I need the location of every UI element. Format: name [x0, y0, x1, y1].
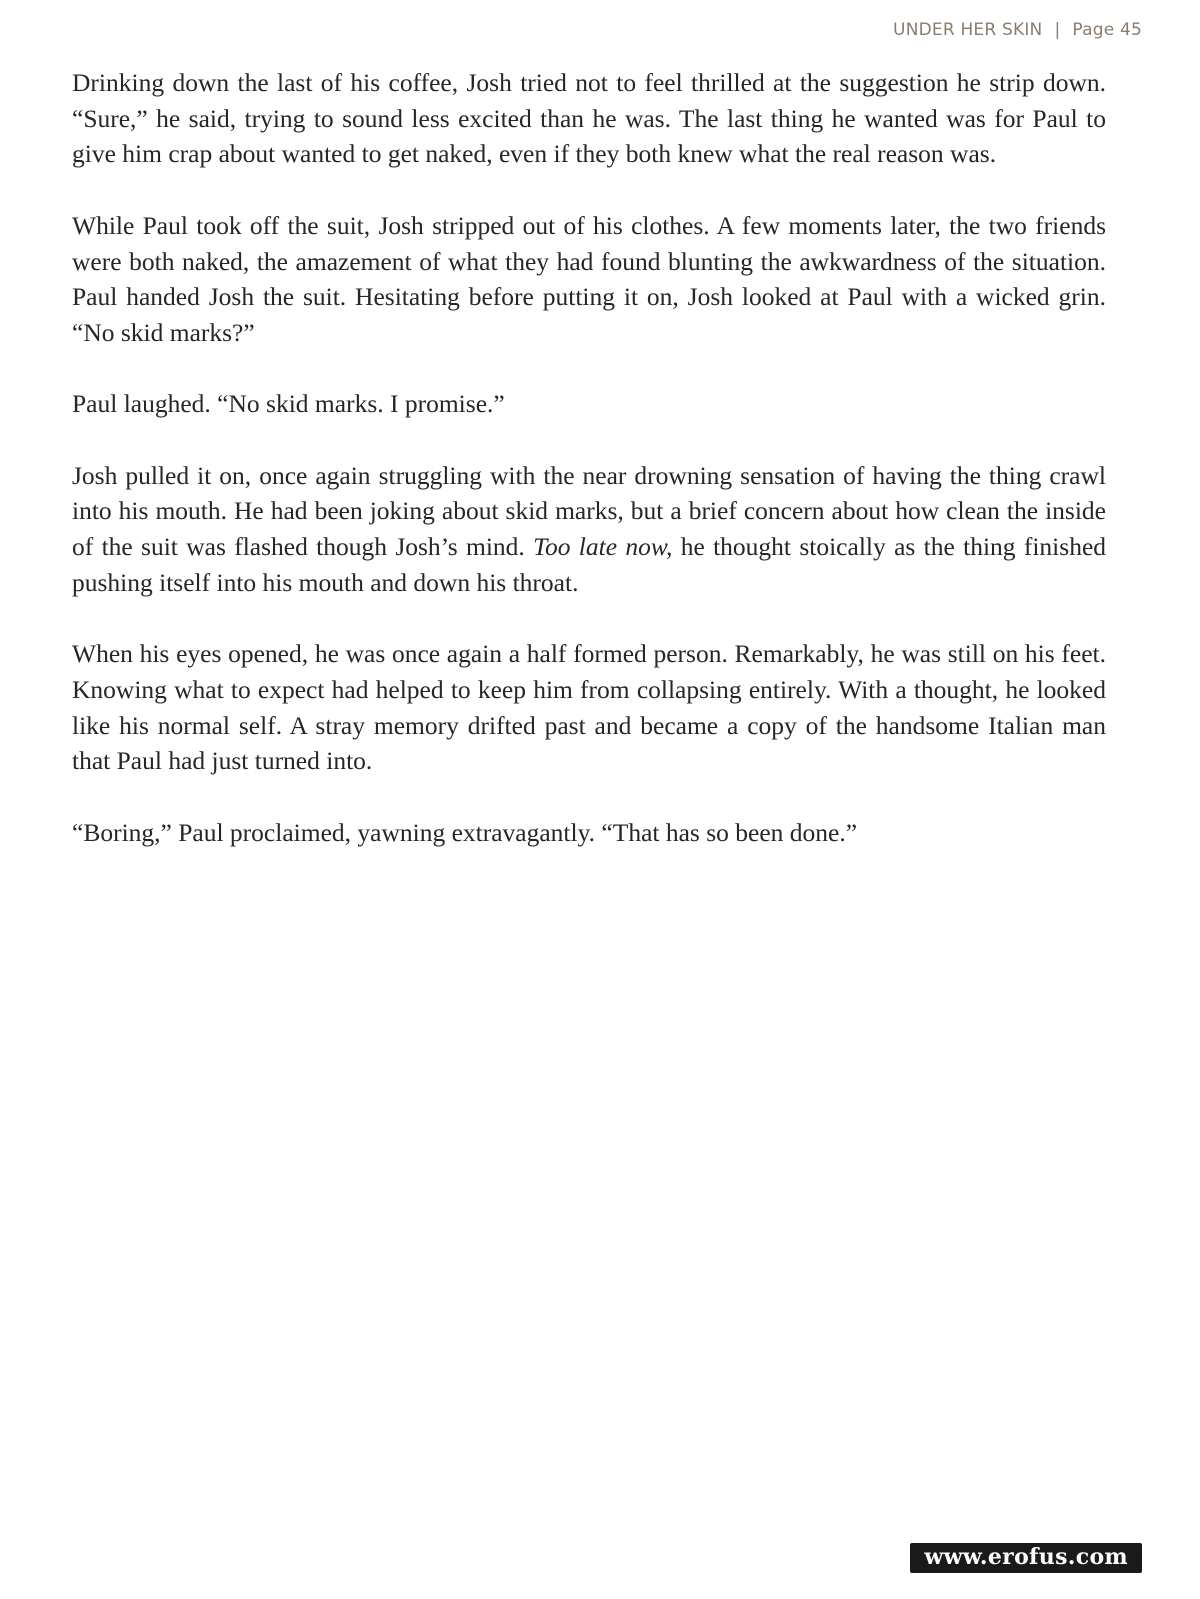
- paragraph: While Paul took off the suit, Josh stripped out of his clothes. A few moments later, the two friends were both naked, the amazement of what they had found blunting the awkwardness of the situation. Paul handed Josh the suit. Hesitating before putting it on, Josh looked at Paul with a wicked grin. “No skid marks?”: [72, 210, 1106, 347]
- header-separator: |: [1054, 20, 1061, 40]
- paragraph: [72, 458, 1106, 601]
- running-header: [893, 20, 1142, 40]
- paragraph-text: Josh pulled it on, once again struggling with the near drowning sensation of having the thing crawl into his mouth. He had been joking about skid marks, but a brief concern about how clean the inside of the suit was flashed though Josh’s mind.: [72, 460, 1106, 562]
- paragraph: Drinking down the last of his coffee, Josh tried not to feel thrilled at the suggestion he strip down. “Sure,” he said, trying to sound less excited than he was. The last thing he wanted was for Paul to give him crap about wanted to get naked, even if they both knew what the real reason was.: [72, 68, 1106, 169]
- watermark: www.erofus.com: [910, 1543, 1142, 1573]
- paragraph: “Boring,” Paul proclaimed, yawning extravagantly. “That has so been done.”: [72, 817, 858, 847]
- paragraph-text: he thought stoically as the thing finished pushing itself into his mouth and down his throat.: [72, 532, 1107, 597]
- paragraph: Paul laughed. “No skid marks. I promise.”: [72, 389, 505, 419]
- italic-thought: Too late now,: [533, 532, 673, 562]
- book-title: UNDER HER SKIN: [893, 20, 1043, 40]
- page-number: Page 45: [1072, 20, 1142, 40]
- body-text: [72, 65, 1106, 886]
- paragraph: When his eyes opened, he was once again a half formed person. Remarkably, he was still on his feet. Knowing what to expect had helped to keep him from collapsing entirely. With a thought, he looked like his normal self. A stray memory drifted past and became a copy of the handsome Italian man that Paul had just turned into.: [72, 639, 1106, 776]
